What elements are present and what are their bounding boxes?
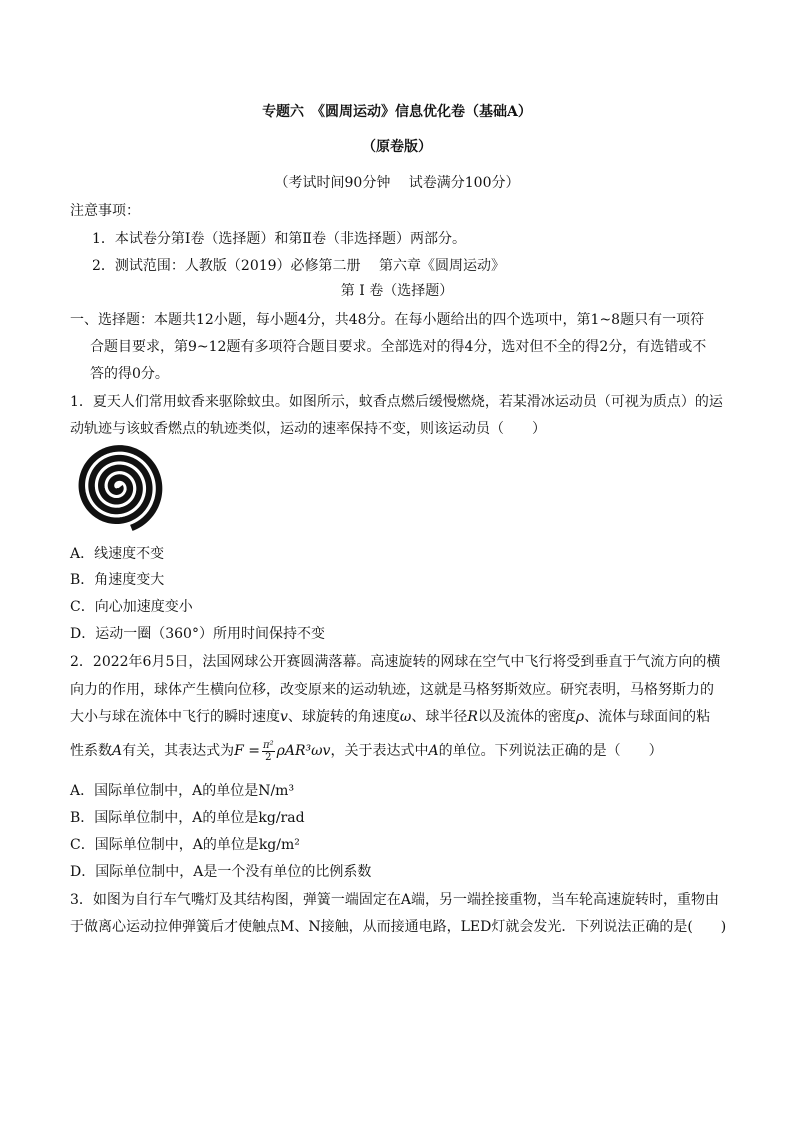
exam-title: 专题六 《圆周运动》信息优化卷（基础A） bbox=[262, 104, 532, 120]
var-omega: ω bbox=[399, 709, 412, 725]
exam-info: （考试时间90分钟 试卷满分100分） bbox=[274, 175, 520, 191]
var-r: R bbox=[467, 709, 478, 725]
q2-text-segment: 有关，其表达式为 bbox=[122, 743, 235, 759]
q1-option-b: B．角速度变大 bbox=[70, 572, 165, 588]
q3-stem-line-1: 3．如图为自行车气嘴灯及其结构图，弹簧一端固定在A端，另一端拴接重物，当车轮高速旋转时，重物由 bbox=[70, 892, 720, 908]
q2-option-b: B．国际单位制中，A的单位是kg/rad bbox=[70, 810, 305, 826]
section-intro-line-3: 答的得0分。 bbox=[90, 366, 169, 382]
q2-text-segment: 性系数 bbox=[70, 743, 112, 759]
q1-stem-line-2: 动轨迹与该蚊香燃点的轨迹类似，运动的速率保持不变，则该运动员（ ） bbox=[70, 421, 546, 437]
q2-text-segment: 以及流体的密度 bbox=[477, 709, 576, 725]
q2-stem-line-1: 2．2022年6月5日，法国网球公开赛圆满落幕。高速旋转的网球在空气中飞行将受到垂直于气流方向的横 bbox=[70, 654, 721, 670]
q2-option-d: D．国际单位制中，A是一个没有单位的比例系数 bbox=[70, 864, 372, 880]
var-a: A bbox=[428, 743, 439, 759]
q2-text-segment: 、球旋转的角速度 bbox=[287, 709, 400, 725]
formula-rhs: ρAR³ωv bbox=[276, 743, 331, 759]
q2-option-a: A．国际单位制中，A的单位是N/m³ bbox=[70, 783, 295, 799]
var-a: A bbox=[112, 743, 123, 759]
q2-stem-line-2: 向力的作用，球体产生横向位移，改变原来的运动轨迹，这就是马格努斯效应。研究表明，马格努斯力的 bbox=[70, 682, 714, 698]
q2-stem-line-3 bbox=[70, 708, 710, 726]
q2-text-segment: 、流体与球面间的粘 bbox=[584, 709, 711, 725]
q2-text-segment: 大小与球在流体中飞行的瞬时速度 bbox=[70, 709, 280, 725]
exam-subtitle: （原卷版） bbox=[362, 139, 432, 155]
section-intro-line-2: 合题目要求，第9~12题有多项符合题目要求。全部选对的得4分，选对但不全的得2分，有选错或不 bbox=[90, 339, 707, 355]
q1-option-c: C．向心加速度变小 bbox=[70, 599, 193, 615]
q3-stem-line-2: 于做离心运动拉伸弹簧后才使触点M、N接触，从而接通电路，LED灯就会发光．下列说法正确的是( ) bbox=[70, 919, 727, 935]
formula-denominator: 2 bbox=[265, 751, 272, 763]
section-intro-line-1: 一、选择题：本题共12小题，每小题4分，共48分。在每小题给出的四个选项中，第1~8题只有一项符 bbox=[70, 312, 705, 328]
formula-numerator: π² bbox=[263, 739, 274, 751]
formula-lhs: F = bbox=[234, 743, 261, 759]
var-v: v bbox=[280, 709, 288, 725]
var-rho: ρ bbox=[575, 709, 585, 725]
q1-option-a: A．线速度不变 bbox=[70, 546, 165, 562]
q2-text-segment: 的单位。下列说法正确的是（ ） bbox=[438, 743, 663, 759]
q2-option-c: C．国际单位制中，A的单位是kg/m² bbox=[70, 837, 300, 853]
section-title: 第 Ⅰ 卷（选择题） bbox=[340, 283, 454, 299]
q1-option-d: D．运动一圈（360°）所用时间保持不变 bbox=[70, 626, 325, 642]
notes-item-1: 1．本试卷分第Ⅰ卷（选择题）和第Ⅱ卷（非选择题）两部分。 bbox=[92, 231, 466, 247]
q2-stem-line-4 bbox=[70, 738, 663, 764]
q2-text-segment: 、球半径 bbox=[411, 709, 468, 725]
formula-fraction bbox=[262, 740, 275, 763]
q1-stem-line-1: 1．夏天人们常用蚊香来驱除蚊虫。如图所示，蚊香点燃后缓慢燃烧，若某滑冰运动员（可视为质点）的运 bbox=[70, 394, 723, 410]
q2-text-segment: ，关于表达式中 bbox=[330, 743, 429, 759]
notes-heading: 注意事项： bbox=[70, 203, 140, 219]
mosquito-coil-spiral-figure bbox=[70, 443, 170, 533]
notes-item-2: 2．测试范围：人教版（2019）必修第二册 第六章《圆周运动》 bbox=[92, 258, 505, 274]
